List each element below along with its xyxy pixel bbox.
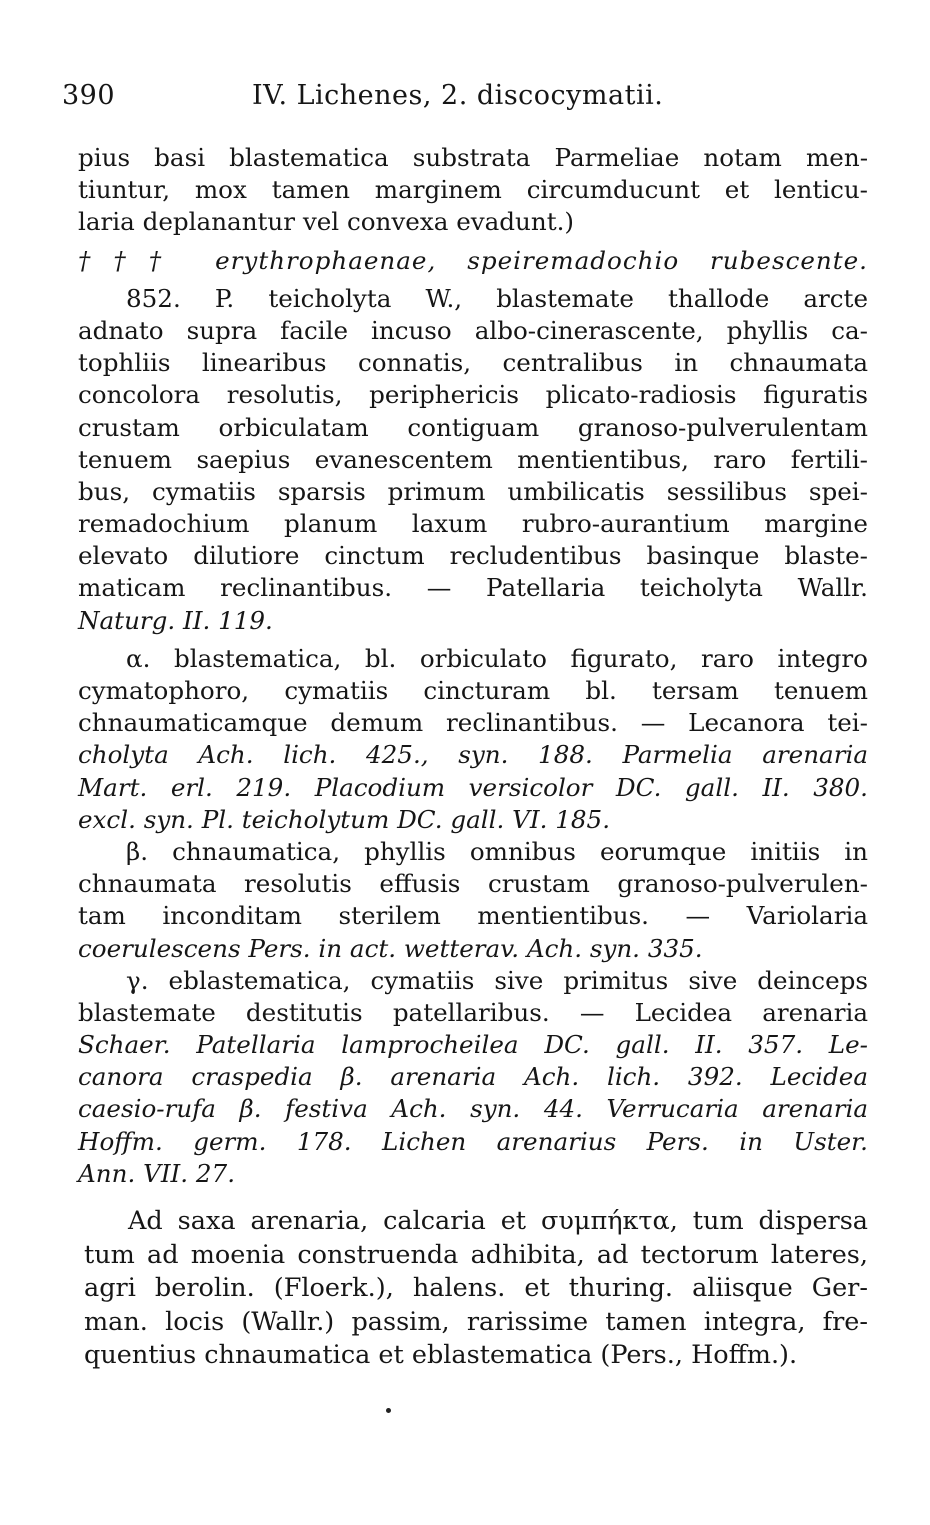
habitat-line: man. locis (Wallr.) passim, rarissime tamen integra, fre- bbox=[84, 1306, 868, 1337]
entry-852-line: remadochium planum laxum rubro-aurantium margine bbox=[78, 509, 868, 539]
variety-alpha-line: chnaumaticamque demum reclinantibus. — Lecanora tei- bbox=[78, 708, 868, 738]
main-text bbox=[78, 142, 868, 1190]
text-line: laria deplanantur vel convexa evadunt.) bbox=[78, 207, 575, 237]
variety-beta-line: coerulescens Pers. in act. wetterav. Ach. syn. 335. bbox=[78, 933, 703, 963]
entry-852-line: elevato dilutiore cinctum recludentibus basinque blaste- bbox=[78, 541, 868, 571]
entry-852-line: 852. P. teicholyta W., blastemate thallode arcte bbox=[126, 283, 868, 313]
variety-alpha-line: cholyta Ach. lich. 425., syn. 188. Parmelia arenaria bbox=[78, 740, 868, 770]
page-number: 390 bbox=[62, 80, 116, 111]
variety-gamma-line: caesio-rufa β. festiva Ach. syn. 44. Verrucaria arenaria bbox=[78, 1094, 868, 1124]
text-line: tiuntur, mox tamen marginem circumducunt et lenticu- bbox=[78, 175, 868, 205]
entry-852-line: tenuem saepius evanescentem mentientibus, raro fertili- bbox=[78, 444, 868, 474]
running-head: IV. Lichenes, 2. discocymatii. bbox=[252, 80, 664, 111]
variety-alpha-line: Mart. erl. 219. Placodium versicolor DC. gall. II. 380. bbox=[78, 772, 868, 802]
variety-alpha-line: cymatophoro, cymatiis cincturam bl. tersam tenuem bbox=[78, 676, 868, 705]
habitat-line: agri berolin. (Floerk.), halens. et thuring. aliisque Ger- bbox=[84, 1273, 868, 1303]
variety-gamma-line: canora craspedia β. arenaria Ach. lich. 392. Lecidea bbox=[78, 1062, 868, 1092]
entry-852-line: Naturg. II. 119. bbox=[78, 605, 273, 635]
text-line: pius basi blastematica substrata Parmeliae notam men- bbox=[78, 143, 868, 172]
entry-852-line: crustam orbiculatam contiguam granoso-pulverulentam bbox=[78, 412, 868, 442]
entry-852-line: maticam reclinantibus. — Patellaria teicholyta Wallr. bbox=[78, 573, 868, 603]
habitat-paragraph bbox=[84, 1205, 868, 1373]
entry-852-line: concolora resolutis, periphericis plicato-radiosis figuratis bbox=[78, 380, 868, 410]
entry-852-line: adnato supra facile incuso albo-cinerascente, phyllis ca- bbox=[78, 315, 868, 345]
variety-gamma-line: Schaer. Patellaria lamprocheilea DC. gall. II. 357. Le- bbox=[78, 1030, 868, 1060]
habitat-line: tum ad moenia construenda adhibita, ad tectorum lateres, bbox=[84, 1239, 868, 1270]
ink-speck bbox=[386, 1408, 391, 1413]
page-header bbox=[62, 80, 862, 120]
variety-alpha-line: excl. syn. Pl. teicholytum DC. gall. VI. 185. bbox=[78, 804, 611, 834]
habitat-line: Ad saxa arenaria, calcaria et συμπήκτα, tum dispersa bbox=[128, 1206, 868, 1236]
variety-gamma-line: γ. eblastematica, cymatiis sive primitus sive deinceps bbox=[126, 965, 868, 995]
variety-beta-line: chnaumata resolutis effusis crustam granoso-pulverulen- bbox=[78, 869, 868, 899]
variety-beta-line: β. chnaumatica, phyllis omnibus eorumque initiis in bbox=[126, 836, 868, 866]
variety-alpha-line: α. blastematica, bl. orbiculato figurato, raro integro bbox=[126, 643, 868, 673]
variety-gamma-line: Ann. VII. 27. bbox=[78, 1158, 236, 1188]
entry-852-line: bus, cymatiis sparsis primum umbilicatis sessilibus spei- bbox=[78, 476, 868, 506]
variety-gamma-line: Hoffm. germ. 178. Lichen arenarius Pers. in Uster. bbox=[78, 1126, 868, 1156]
variety-gamma-line: blastemate destitutis patellaribus. — Lecidea arenaria bbox=[78, 997, 868, 1027]
habitat-line: quentius chnaumatica et eblastematica (Pers., Hoffm.). bbox=[84, 1340, 798, 1370]
entry-852-line: tophliis linearibus connatis, centralibus in chnaumata bbox=[78, 348, 868, 378]
subsection-heading: ††† erythrophaenae, speiremadochio rubescente. bbox=[78, 245, 868, 275]
variety-beta-line: tam inconditam sterilem mentientibus. — Variolaria bbox=[78, 901, 868, 931]
